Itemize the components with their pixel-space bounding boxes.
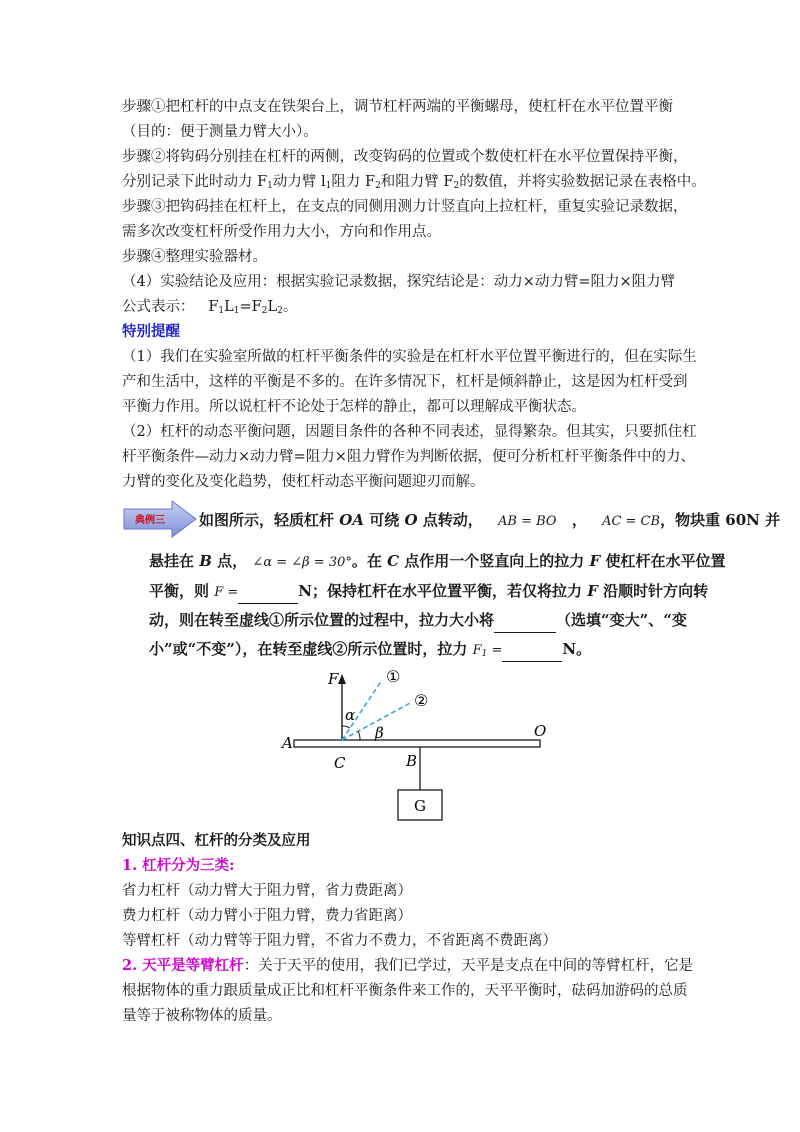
- label-b: B: [406, 752, 418, 770]
- example-badge-label: 典例三: [135, 515, 165, 526]
- label-f: F: [328, 670, 339, 688]
- lever-bar: [294, 740, 540, 747]
- conclusion-line: （4）实验结论及应用：根据实验记录数据，探究结论是：动力×动力臂=阻力×阻力臂: [122, 274, 676, 290]
- alpha-arc: [342, 726, 350, 728]
- balance-para-a: 2. 天平是等臂杠杆：关于天平的使用，我们已学过，天平是支点在中间的等臂杠杆，它是: [122, 957, 694, 974]
- lever-class-1: 省力杠杆（动力臂大于阻力臂，省力费距离）: [122, 883, 412, 899]
- reminder-p2-b: 杆平衡条件—动力×动力臂=阻力×阻力臂作为判断依据，便可分析杠杆平衡条件中的力、: [122, 449, 695, 465]
- step-2-line-a: 步骤②将钩码分别挂在杠杆的两侧，改变钩码的位置或个数使杠杆在水平位置保持平衡，: [122, 149, 688, 165]
- step-1-line-a: 步骤①把杠杆的中点支在铁架台上，调节杠杆两端的平衡螺母，使杠杆在水平位置平衡: [122, 99, 673, 115]
- example-line-2: 悬挂在 B 点， ∠α = ∠β = 30°。在 C 点作用一个竖直向上的拉力 F 使杠杆在水平位置: [149, 552, 726, 570]
- label-circle-2: ②: [414, 691, 429, 710]
- example-badge-icon: [122, 500, 198, 538]
- label-circle-1: ①: [386, 667, 401, 686]
- step-1-line-b: （目的：便于测量力臂大小）。: [122, 124, 318, 140]
- answer-blank-1[interactable]: [238, 579, 298, 604]
- beta-arc: [358, 731, 360, 740]
- section-4-sub-2: 2. 天平是等臂杠杆: [122, 957, 244, 974]
- formula-line: 公式表示： $F_1L_1=F_2L_2$。: [122, 299, 298, 316]
- lever-diagram: [270, 662, 560, 822]
- step-3-line-b: 需多次改变杠杆所受作用力大小，方向和作用点。: [122, 224, 441, 240]
- equation-ab-bo: AB = BO: [498, 514, 557, 529]
- example-line-4: 动，则在转至虚线①所示位置的过程中，拉力大小将 （选填“变大”、“变: [149, 608, 687, 633]
- equation-angles: ∠α = ∠β = 30°: [252, 555, 352, 570]
- lever-class-2: 费力杠杆（动力臂小于阻力臂，费力省距离）: [122, 908, 412, 924]
- reminder-p2-c: 力臂的变化及变化趋势，使杠杆动态平衡问题迎刃而解。: [122, 474, 485, 490]
- reminder-p1-c: 平衡力作用。所以说杠杆不论处于怎样的静止，都可以理解成平衡状态。: [122, 399, 586, 415]
- label-o: O: [534, 722, 547, 740]
- example-line-3: 平衡，则 F = N；保持杠杆在水平位置平衡，若仅将拉力 F 沿顺时针方向转: [149, 579, 708, 605]
- balance-para-c: 量等于被称物体的质量。: [122, 1008, 282, 1024]
- equation-ac-cb: AC = CB: [602, 514, 661, 529]
- step-2-line-b: 分别记录下此时动力 $F_1$动力臂 $l_1$阻力 $F_2$和阻力臂 $F_2$的数值，并将实验数据记录在表格中。: [122, 174, 706, 191]
- label-g: G: [414, 797, 426, 815]
- section-4-sub-1: 1. 杠杆分为三类:: [122, 857, 235, 874]
- reminder-p2-a: （2）杠杆的动态平衡问题，因题目条件的各种不同表述，显得繁杂。但其实，只要抓住杠: [122, 424, 697, 440]
- step-4-line: 步骤④整理实验器材。: [122, 249, 267, 265]
- label-alpha: α: [345, 706, 356, 724]
- step-3-line-a: 步骤③把钩码挂在杠杆上，在支点的同侧用测力计竖直向上拉杠杆，重复实验记录数据，: [122, 199, 688, 215]
- label-a: A: [282, 734, 293, 752]
- reminder-p1-a: （1）我们在实验室所做的杠杆平衡条件的实验是在杠杆水平位置平衡进行的，但在实际生: [122, 349, 697, 365]
- force-arrow-head: [338, 674, 346, 684]
- label-c: C: [334, 754, 346, 772]
- reminder-p1-b: 产和生活中，这样的平衡是不多的。在许多情况下，杠杆是倾斜静止，这是因为杠杆受到: [122, 374, 688, 390]
- balance-para-b: 根据物体的重力跟质量成正比和杠杆平衡条件来工作的，天平平衡时，砝码加游码的总质: [122, 983, 688, 999]
- example-line-5: 小”或“不变”），在转至虚线②所示位置时，拉力 $F_1 = N$。: [149, 637, 591, 666]
- example-line-1: 如图所示，轻质杠杆 OA 可绕 O 点转动， AB = BO ， AC = CB，物块重 60N 并: [199, 511, 781, 529]
- answer-blank-2[interactable]: [494, 608, 556, 633]
- label-beta: β: [375, 724, 384, 742]
- answer-blank-3[interactable]: [502, 637, 562, 662]
- reminder-title: 特别提醒: [122, 323, 180, 340]
- section-4-title: 知识点四、杠杆的分类及应用: [122, 832, 311, 849]
- lever-class-3: 等臂杠杆（动力臂等于阻力臂，不省力不费力，不省距离不费距离）: [122, 933, 557, 949]
